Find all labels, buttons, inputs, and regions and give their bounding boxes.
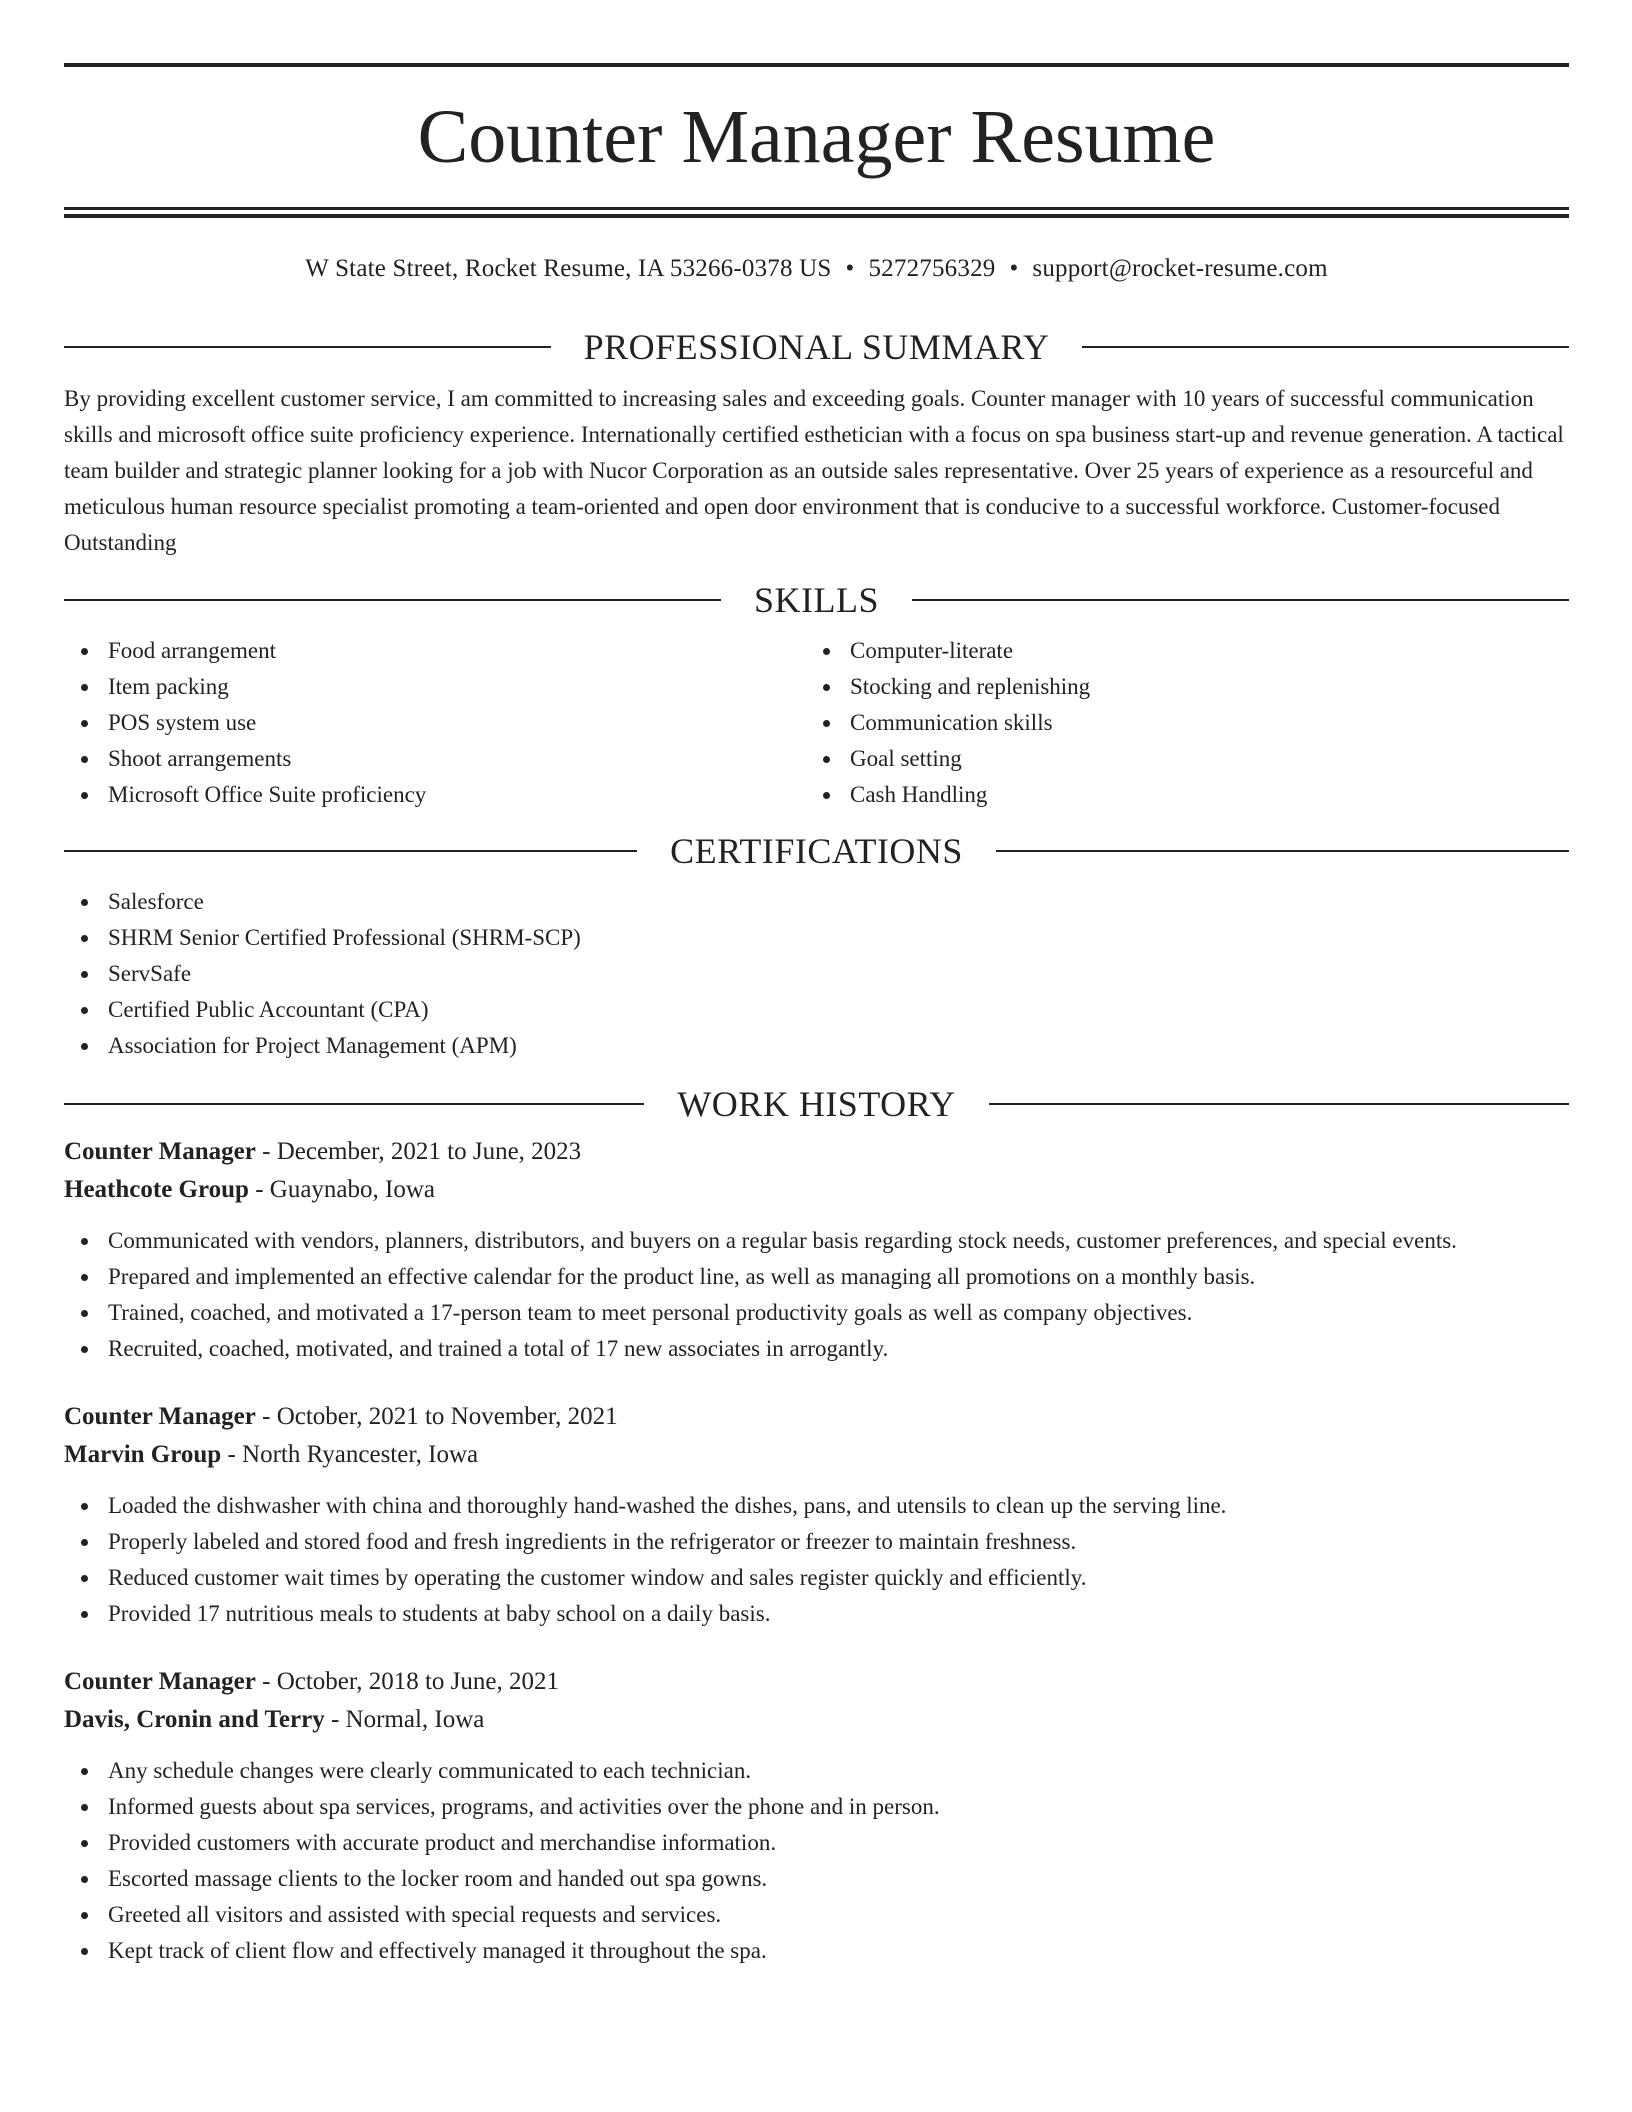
- section-title-summary: PROFESSIONAL SUMMARY: [583, 327, 1050, 367]
- job-duties-list: [64, 1488, 1569, 1632]
- job-role: Counter Manager: [64, 1668, 256, 1695]
- job-location: - Guaynabo, Iowa: [248, 1176, 435, 1203]
- summary-text: By providing excellent customer service, I am committed to increasing sales and exceeding goals. Counter manager with 10 years of successful communication skills and microsoft office suite proficiency experience. Internationally certified esthetician with a focus on spa business start-up and revenue generation. A tactical team builder and strategic planner looking for a job with Nucor Corporation as an outside sales representative. Over 25 years of experience as a resourceful and meticulous human resource specialist promoting a team-oriented and open door environment that is conducive to a successful workforce. Customer-focused Outstanding: [64, 386, 1564, 555]
- job-company-line: [64, 1171, 1569, 1209]
- job-title-line: [64, 1133, 1569, 1171]
- certification-item: Certified Public Accountant (CPA): [64, 992, 1569, 1028]
- divider-line: [1082, 346, 1569, 348]
- skills-list-right: [806, 633, 1548, 813]
- skill-item: Microsoft Office Suite proficiency: [64, 777, 806, 813]
- skill-item: Stocking and replenishing: [806, 669, 1548, 705]
- job-title-line: [64, 1663, 1569, 1701]
- divider-line: [64, 850, 637, 852]
- job-company: Heathcote Group: [64, 1176, 249, 1203]
- skills-grid: [64, 633, 1569, 813]
- job-location: - North Ryancester, Iowa: [221, 1441, 479, 1468]
- divider-line: [64, 599, 721, 601]
- skill-item: Shoot arrangements: [64, 741, 806, 777]
- job-entry: [64, 1398, 1569, 1632]
- certification-item: ServSafe: [64, 956, 1569, 992]
- divider-line: [996, 850, 1569, 852]
- job-dates: - October, 2018 to June, 2021: [255, 1668, 559, 1695]
- section-title-certifications: CERTIFICATIONS: [670, 831, 963, 871]
- skill-item: Item packing: [64, 669, 806, 705]
- job-location: - Normal, Iowa: [324, 1706, 485, 1733]
- job-duty-item: Escorted massage clients to the locker room and handed out spa gowns.: [64, 1861, 1569, 1897]
- certification-item: Association for Project Management (APM): [64, 1028, 1569, 1064]
- work-history-list: [64, 1133, 1569, 1969]
- job-duty-item: Prepared and implemented an effective calendar for the product line, as well as managing all promotions on a monthly basis.: [64, 1259, 1569, 1295]
- job-duty-item: Recruited, coached, motivated, and trained a total of 17 new associates in arrogantly.: [64, 1331, 1569, 1367]
- job-duty-item: Greeted all visitors and assisted with special requests and services.: [64, 1897, 1569, 1933]
- contact-phone: 5272756329: [868, 255, 996, 282]
- contact-line: [64, 254, 1569, 284]
- skill-item: Food arrangement: [64, 633, 806, 669]
- divider-line: [64, 1103, 644, 1105]
- job-duty-item: Kept track of client flow and effectively managed it throughout the spa.: [64, 1933, 1569, 1969]
- contact-email: support@rocket-resume.com: [1032, 255, 1328, 282]
- skill-item: Communication skills: [806, 705, 1548, 741]
- job-company-line: [64, 1701, 1569, 1739]
- section-header-summary: [64, 327, 1569, 367]
- job-duty-item: Properly labeled and stored food and fresh ingredients in the refrigerator or freezer to maintain freshness.: [64, 1524, 1569, 1560]
- job-duty-item: Loaded the dishwasher with china and thoroughly hand-washed the dishes, pans, and utensils to clean up the serving line.: [64, 1488, 1569, 1524]
- section-title-work: WORK HISTORY: [677, 1084, 956, 1124]
- job-duties-list: [64, 1223, 1569, 1367]
- job-dates: - October, 2021 to November, 2021: [255, 1403, 618, 1430]
- contact-separator: •: [845, 255, 855, 282]
- job-duty-item: Trained, coached, and motivated a 17-person team to meet personal productivity goals as well as company objectives.: [64, 1295, 1569, 1331]
- job-company-line: [64, 1436, 1569, 1474]
- job-duty-item: Reduced customer wait times by operating the customer window and sales register quickly and efficiently.: [64, 1560, 1569, 1596]
- job-duties-list: [64, 1753, 1569, 1969]
- contact-address: W State Street, Rocket Resume, IA 53266-0378 US: [305, 255, 832, 282]
- job-duty-item: Any schedule changes were clearly communicated to each technician.: [64, 1753, 1569, 1789]
- job-duty-item: Provided 17 nutritious meals to students at baby school on a daily basis.: [64, 1596, 1569, 1632]
- certification-item: SHRM Senior Certified Professional (SHRM-SCP): [64, 920, 1569, 956]
- job-entry: [64, 1133, 1569, 1367]
- job-duty-item: Communicated with vendors, planners, distributors, and buyers on a regular basis regarding stock needs, customer preferences, and special events.: [64, 1223, 1569, 1259]
- resume-page: [64, 0, 1569, 1969]
- divider-line: [989, 1103, 1569, 1105]
- job-role: Counter Manager: [64, 1403, 256, 1430]
- skills-list-left: [64, 633, 806, 813]
- contact-separator: •: [1009, 255, 1019, 282]
- title-double-rule: [64, 207, 1569, 218]
- job-company: Davis, Cronin and Terry: [64, 1706, 325, 1733]
- divider-line: [64, 346, 551, 348]
- skill-item: POS system use: [64, 705, 806, 741]
- resume-title: Counter Manager Resume: [417, 95, 1216, 179]
- skill-item: Cash Handling: [806, 777, 1548, 813]
- section-header-work: [64, 1084, 1569, 1124]
- section-header-skills: [64, 580, 1569, 620]
- job-title-line: [64, 1398, 1569, 1436]
- skill-item: Computer-literate: [806, 633, 1548, 669]
- section-title-skills: SKILLS: [754, 580, 880, 620]
- job-company: Marvin Group: [64, 1441, 222, 1468]
- job-entry: [64, 1663, 1569, 1969]
- divider-line: [912, 599, 1569, 601]
- section-header-certifications: [64, 831, 1569, 871]
- certification-item: Salesforce: [64, 884, 1569, 920]
- certifications-list: [64, 884, 1569, 1064]
- job-dates: - December, 2021 to June, 2023: [255, 1138, 582, 1165]
- job-role: Counter Manager: [64, 1138, 256, 1165]
- job-duty-item: Informed guests about spa services, programs, and activities over the phone and in person.: [64, 1789, 1569, 1825]
- job-duty-item: Provided customers with accurate product and merchandise information.: [64, 1825, 1569, 1861]
- skill-item: Goal setting: [806, 741, 1548, 777]
